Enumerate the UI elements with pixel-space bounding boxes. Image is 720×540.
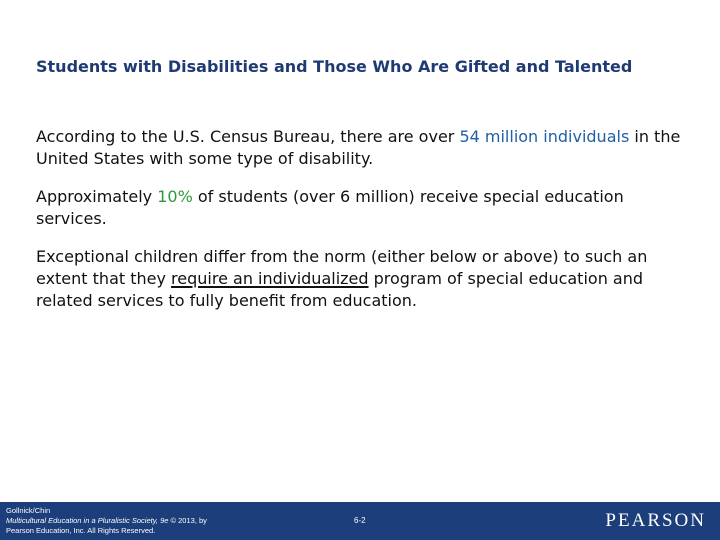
citation-book-title: Multicultural Education in a Pluralistic Society, 9e xyxy=(6,516,169,525)
paragraph-special-education-text-start: Approximately xyxy=(36,187,158,206)
paragraph-census-text-end: in the United States with some type of disability. xyxy=(36,127,681,168)
slide-title: Students with Disabilities and Those Who Are Gifted and Talented xyxy=(36,57,633,76)
paragraph-exceptional-text-start: Exceptional children differ from the norm (either below or above) to such an extent that they xyxy=(36,247,648,288)
citation-copyright: © 2013, by xyxy=(168,516,207,525)
underlined-require-individualized: require an individualized xyxy=(171,269,369,288)
paragraph-exceptional-children xyxy=(36,246,686,312)
paragraph-exceptional-text-end: program of special education and related services to fully benefit from education. xyxy=(36,269,644,310)
citation-book xyxy=(6,516,306,526)
footer-citation xyxy=(6,506,306,536)
page-number: 6-2 xyxy=(354,516,366,525)
pearson-logo: PEARSON xyxy=(605,510,706,531)
highlight-54-million: 54 million xyxy=(459,127,539,146)
citation-publisher: Pearson Education, Inc. All Rights Reserved. xyxy=(6,526,156,535)
paragraph-census xyxy=(36,126,686,170)
highlight-individuals: individuals xyxy=(543,127,630,146)
highlight-10-percent: 10% xyxy=(157,187,193,206)
paragraph-special-education xyxy=(36,186,686,230)
paragraph-special-education-text-end: of students (over 6 million) receive special education services. xyxy=(36,187,624,228)
paragraph-census-text-start: According to the U.S. Census Bureau, there are over xyxy=(36,127,460,146)
citation-authors: Gollnick/Chin xyxy=(6,506,51,515)
footer-bar xyxy=(0,502,720,540)
